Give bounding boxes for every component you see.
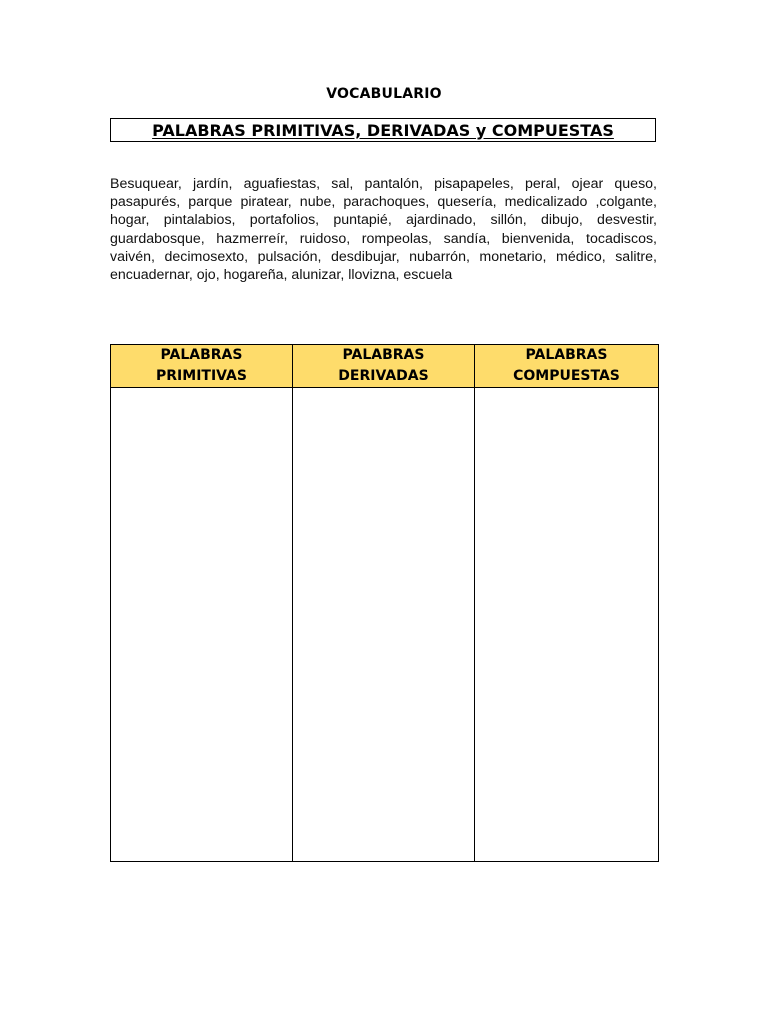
answer-cell-primitivas[interactable] [111, 388, 293, 862]
table-header-row [111, 345, 659, 388]
answer-cell-compuestas[interactable] [475, 388, 659, 862]
header-derivadas [293, 345, 475, 388]
table-answer-row [111, 388, 659, 862]
word-list: Besuquear, jardín, aguafiestas, sal, pantalón, pisapapeles, peral, ojear queso, pasapurés, parque piratear, nube, parachoques, quesería, medicalizado ,colgante, hogar, pintalabios, portafolios, puntapié, ajardinado, sillón, dibujo, desvestir, guardabosque, hazmerreír, ruidoso, rompeolas, sandía, bienvenida, tocadiscos, vaivén, decimosexto, pulsación, desdibujar, nubarrón, monetario, médico, salitre, encuadernar, ojo, hogareña, alunizar, llovizna, escuela [110, 176, 657, 284]
title-box [110, 118, 656, 142]
classification-table [110, 344, 659, 862]
header-compuestas-line1: PALABRAS [525, 347, 608, 363]
header-compuestas [475, 345, 659, 388]
document-title: PALABRAS PRIMITIVAS, DERIVADAS y COMPUESTAS [152, 120, 614, 140]
header-derivadas-line2: DERIVADAS [338, 368, 429, 384]
header-primitivas-line1: PALABRAS [160, 347, 243, 363]
header-primitivas-line2: PRIMITIVAS [156, 368, 247, 384]
answer-cell-derivadas[interactable] [293, 388, 475, 862]
document-heading: VOCABULARIO [326, 86, 442, 102]
header-derivadas-line1: PALABRAS [342, 347, 425, 363]
header-compuestas-line2: COMPUESTAS [513, 368, 620, 384]
header-primitivas [111, 345, 293, 388]
